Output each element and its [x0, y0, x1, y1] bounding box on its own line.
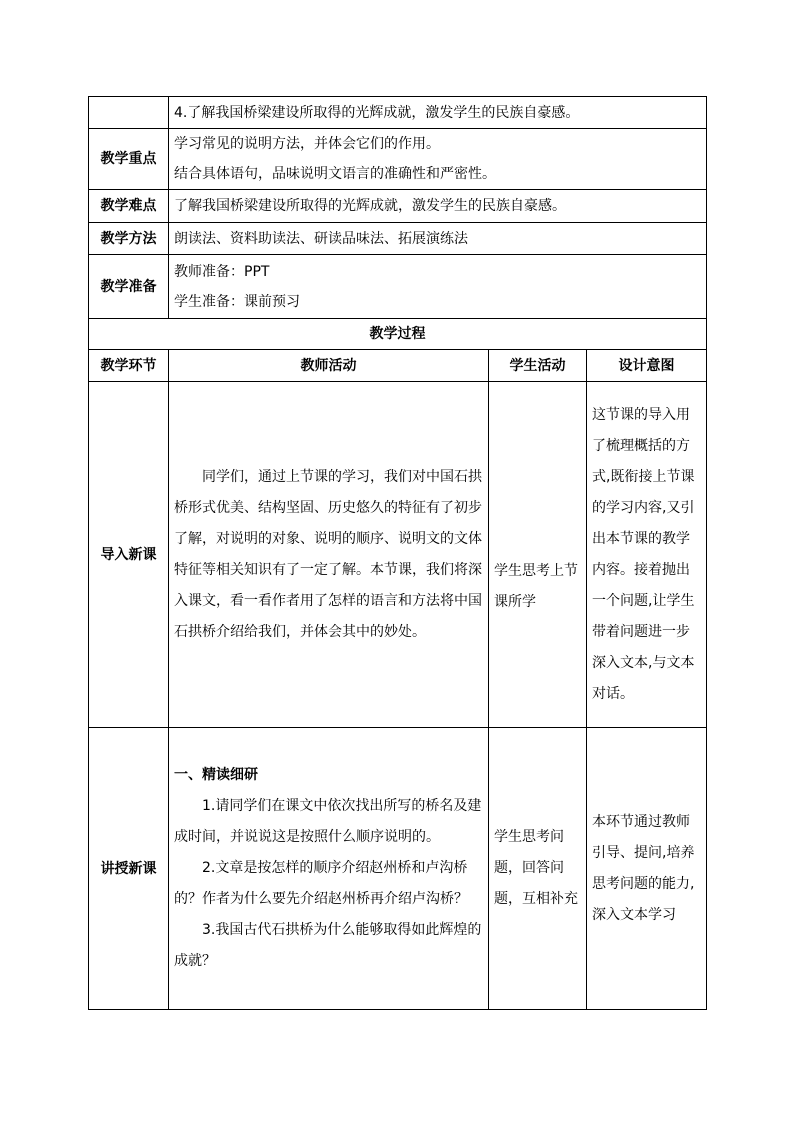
methods-text: 朗读法、资料助读法、研读品味法、拓展演练法: [169, 223, 707, 255]
header-student-activity: 学生活动: [489, 350, 587, 382]
intro-design-intent: [587, 382, 707, 728]
lecture-student-activity: [489, 728, 587, 1010]
lecture-question-2: 2.文章是按怎样的顺序介绍赵州桥和卢沟桥的？作者为什么要先介绍赵州桥再介绍卢沟桥？: [174, 860, 468, 907]
intro-intent-text: 这节课的导入用了梳理概括的方式,既衔接上节课的学习内容,又引出本节课的教学内容。接着抛出一个问题,让学生带着问题进一步深入文本,与文本对话。: [592, 406, 695, 702]
teacher-preparation: 教师准备：PPT: [174, 263, 270, 280]
lecture-intent-text: 本环节通过教师引导、提问,培养思考问题的能力,深入文本学习: [592, 813, 695, 923]
intro-teacher-text: 同学们，通过上节课的学习，我们对中国石拱桥形式优美、结构坚固、历史悠久的特征有了初步了解，对说明的对象、说明的顺序、说明文的文体特征等相关知识有了一定了解。本节课，我们将深入课文，看一看作者用了怎样的语言和方法将中国石拱桥介绍给我们，并体会其中的妙处。: [174, 468, 482, 640]
intro-row: [89, 382, 707, 728]
methods-row: [89, 223, 707, 255]
lecture-question-3: 3.我国古代石拱桥为什么能够取得如此辉煌的成就？: [174, 922, 482, 969]
preparation-row: [89, 255, 707, 319]
intro-teacher-activity: [169, 382, 489, 728]
preparation-label: 教学准备: [89, 255, 169, 319]
key-point-1: 学习常见的说明方法，并体会它们的作用。: [174, 136, 440, 152]
lecture-teacher-activity: [169, 728, 489, 1010]
student-preparation: 学生准备：课前预习: [174, 293, 300, 310]
intro-student-text: 学生思考上节课所学: [494, 562, 578, 610]
key-points-row: [89, 129, 707, 190]
goals-item4: 4.了解我国桥梁建设所取得的光辉成就，激发学生的民族自豪感。: [169, 97, 707, 129]
methods-label: 教学方法: [89, 223, 169, 255]
difficulty-text: 了解我国桥梁建设所取得的光辉成就，激发学生的民族自豪感。: [169, 190, 707, 223]
lecture-row: [89, 728, 707, 1010]
process-title: 教学过程: [89, 319, 707, 350]
goals-label-cell: [89, 97, 169, 129]
difficulty-row: [89, 190, 707, 223]
header-design-intent: 设计意图: [587, 350, 707, 382]
process-header-row: [89, 350, 707, 382]
lecture-student-text: 学生思考问题，回答问题，互相补充: [494, 829, 578, 907]
key-points-content: [169, 129, 707, 190]
difficulty-label: 教学难点: [89, 190, 169, 223]
header-teacher-activity: 教师活动: [169, 350, 489, 382]
preparation-content: [169, 255, 707, 319]
key-points-label: 教学重点: [89, 129, 169, 190]
lecture-design-intent: [587, 728, 707, 1010]
intro-student-activity: [489, 382, 587, 728]
goals-row: [89, 97, 707, 129]
header-stage: 教学环节: [89, 350, 169, 382]
lecture-section-title: 一、精读细研: [174, 767, 258, 783]
lesson-plan-table: [88, 96, 707, 1010]
intro-stage: 导入新课: [89, 382, 169, 728]
key-point-2: 结合具体语句，品味说明文语言的准确性和严密性。: [174, 166, 496, 182]
lecture-stage: 讲授新课: [89, 728, 169, 1010]
process-title-row: [89, 319, 707, 350]
lecture-question-1: 1.请同学们在课文中依次找出所写的桥名及建成时间，并说说这是按照什么顺序说明的。: [174, 798, 482, 845]
